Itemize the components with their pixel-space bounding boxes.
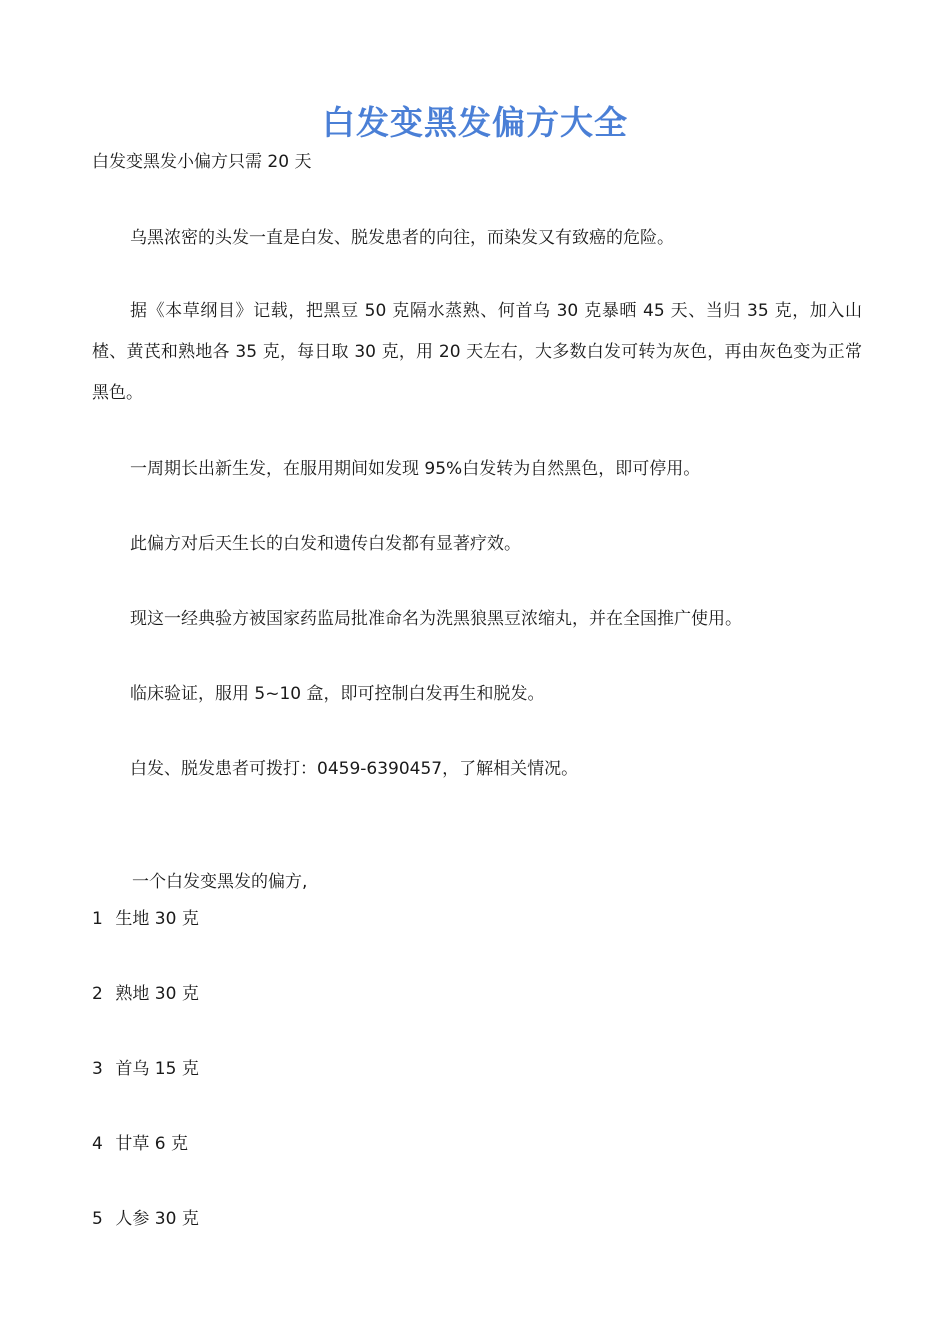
list-item-number: 2 [92,984,103,1004]
list-item-number: 4 [92,1134,103,1154]
list-item [92,1205,199,1233]
paragraph-efficacy: 此偏方对后天生长的白发和遗传白发都有显著疗效。 [130,534,521,554]
list-item-number: 5 [92,1209,103,1229]
paragraph-recipe-source: 据《本草纲目》记载，把黑豆 50 克隔水蒸熟、何首乌 30 克暴晒 45 天、当归 35 克，加入山楂、黄芪和熟地各 35 克，每日取 30 克，用 20 天左右，大多数白发可转为灰色，再由灰色变为正常黑色。 [92,301,862,403]
list-item-text: 人参 30 克 [115,1209,199,1229]
list-item-text: 首乌 15 克 [115,1059,199,1079]
recipe-intro: 一个白发变黑发的偏方, [132,872,308,892]
paragraph-contact: 白发、脱发患者可拨打：0459-6390457，了解相关情况。 [130,759,579,779]
list-item-number: 1 [92,909,103,929]
document-subtitle: 白发变黑发小偏方只需 20 天 [92,152,312,172]
document-title: 白发变黑发偏方大全 [322,103,628,142]
list-item-text: 甘草 6 克 [115,1134,189,1154]
paragraph-approval: 现这一经典验方被国家药监局批准命名为洗黑狼黑豆浓缩丸，并在全国推广使用。 [130,609,742,629]
list-item [92,905,199,933]
list-item-text: 生地 30 克 [115,909,199,929]
list-item-text: 熟地 30 克 [115,984,199,1004]
list-item [92,1130,188,1158]
paragraph-intro: 乌黑浓密的头发一直是白发、脱发患者的向往，而染发又有致癌的危险。 [130,228,674,248]
list-item [92,1055,199,1083]
paragraph-cycle: 一周期长出新生发，在服用期间如发现 95%白发转为自然黑色，即可停用。 [130,459,701,479]
list-item-number: 3 [92,1059,103,1079]
list-item [92,980,199,1008]
paragraph-clinical: 临床验证，服用 5~10 盒，即可控制白发再生和脱发。 [130,684,545,704]
